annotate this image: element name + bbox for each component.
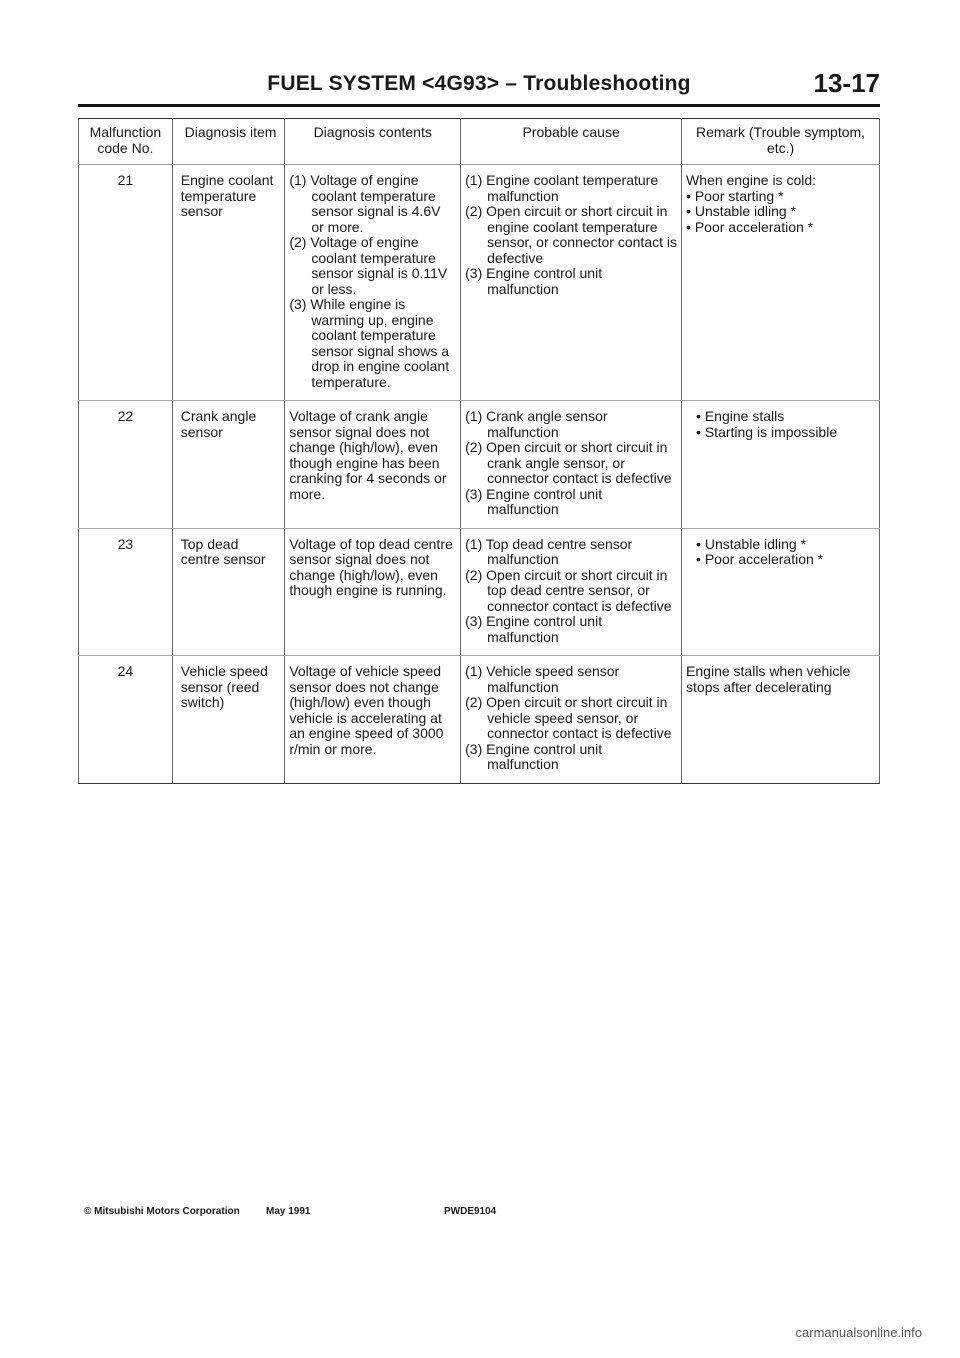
- page-number: 13-17: [813, 68, 880, 98]
- diagnosis-contents: [285, 165, 461, 401]
- remark-bullet: • Poor acceleration *: [686, 218, 814, 235]
- contents-line: Voltage of vehicle speed sensor does not change (high/low) even though vehicle is accelerating at an engine speed of 3000 r/min or more.: [289, 663, 444, 757]
- watermark: carmanualsonline.info: [795, 1325, 922, 1340]
- malfunction-code: 24: [79, 656, 173, 784]
- remark-bullet: • Engine stalls: [696, 408, 785, 424]
- column-header-cause: Probable cause: [461, 119, 682, 165]
- footer-doc-code: PWDE9104: [444, 1206, 497, 1217]
- contents-line: Voltage of crank angle sensor signal does not change (high/low), even though engine has been cranking for 4 seconds or more.: [289, 408, 447, 502]
- contents-line: (2) Voltage of engine coolant temperature sensor signal is 0.11V or less.: [289, 234, 448, 297]
- table-row: [79, 401, 880, 529]
- cause-line: (2) Open circuit or short circuit in engine coolant temperature sensor, or connector contact is defective: [465, 203, 677, 266]
- cause-line: (3) Engine control unit malfunction: [465, 613, 603, 645]
- probable-cause: [461, 165, 682, 401]
- column-header-remark: Remark (Trouble symptom, etc.): [682, 119, 880, 165]
- table-header-row: [79, 119, 880, 165]
- diagnosis-contents: [285, 656, 461, 784]
- troubleshooting-table: [78, 118, 880, 784]
- remark-bullet: • Unstable idling *: [686, 203, 797, 219]
- cause-line: (3) Engine control unit malfunction: [465, 265, 603, 297]
- malfunction-code: 21: [79, 165, 173, 401]
- cause-line: (1) Top dead centre sensor malfunction: [465, 535, 633, 567]
- cause-line: (3) Engine control unit malfunction: [465, 740, 603, 772]
- remark: [682, 656, 880, 784]
- contents-line: (1) Voltage of engine coolant temperature sensor signal is 4.6V or more.: [289, 172, 441, 235]
- probable-cause: [461, 656, 682, 784]
- footer-date: May 1991: [266, 1206, 311, 1217]
- remark-bullet: • Unstable idling *: [696, 535, 807, 552]
- header-rule: [78, 104, 880, 107]
- table-row: [79, 528, 880, 656]
- cause-line: (1) Vehicle speed sensor malfunction: [465, 663, 620, 695]
- remark: [682, 165, 880, 401]
- diagnosis-item: Crank angle sensor: [172, 401, 285, 529]
- diagnosis-item: Vehicle speed sensor (reed switch): [172, 656, 285, 784]
- page-header: [78, 66, 880, 106]
- table-row: [79, 165, 880, 401]
- remark-bullet: • Starting is impossible: [696, 423, 838, 440]
- malfunction-code: 22: [79, 401, 173, 529]
- cause-line: (2) Open circuit or short circuit in top dead centre sensor, or connector contact is defective: [465, 566, 672, 614]
- cause-line: (2) Open circuit or short circuit in vehicle speed sensor, or connector contact is defective: [465, 694, 672, 741]
- footer-copyright: © Mitsubishi Motors Corporation: [84, 1206, 240, 1217]
- remark-bullet: • Poor starting *: [686, 187, 784, 204]
- cause-line: (1) Crank angle sensor malfunction: [465, 408, 608, 440]
- cause-line: (1) Engine coolant temperature malfunction: [465, 172, 659, 204]
- column-header-item: Diagnosis item: [172, 119, 285, 165]
- probable-cause: [461, 401, 682, 529]
- table-row: [79, 656, 880, 784]
- remark-bullet: • Poor acceleration *: [696, 551, 824, 567]
- contents-line: (3) While engine is warming up, engine coolant temperature sensor signal shows a drop in engine coolant temperature.: [289, 296, 450, 390]
- contents-line: Voltage of top dead centre sensor signal does not change (high/low), even though engine is running.: [289, 535, 453, 598]
- column-header-code: Malfunction code No.: [79, 119, 173, 165]
- remark: [682, 528, 880, 656]
- remark: [682, 401, 880, 529]
- diagnosis-item: Top dead centre sensor: [172, 528, 285, 656]
- cause-line: (2) Open circuit or short circuit in crank angle sensor, or connector contact is defective: [465, 439, 672, 486]
- page-title: FUEL SYSTEM <4G93> – Troubleshooting: [267, 72, 691, 95]
- diagnosis-contents: [285, 401, 461, 529]
- column-header-contents: Diagnosis contents: [285, 119, 461, 165]
- diagnosis-contents: [285, 528, 461, 656]
- cause-line: (3) Engine control unit malfunction: [465, 485, 603, 517]
- diagnosis-item: Engine coolant temperature sensor: [172, 165, 285, 401]
- remark-text: When engine is cold:: [686, 172, 817, 188]
- malfunction-code: 23: [79, 528, 173, 656]
- remark-text: Engine stalls when vehicle stops after decelerating: [686, 663, 851, 695]
- probable-cause: [461, 528, 682, 656]
